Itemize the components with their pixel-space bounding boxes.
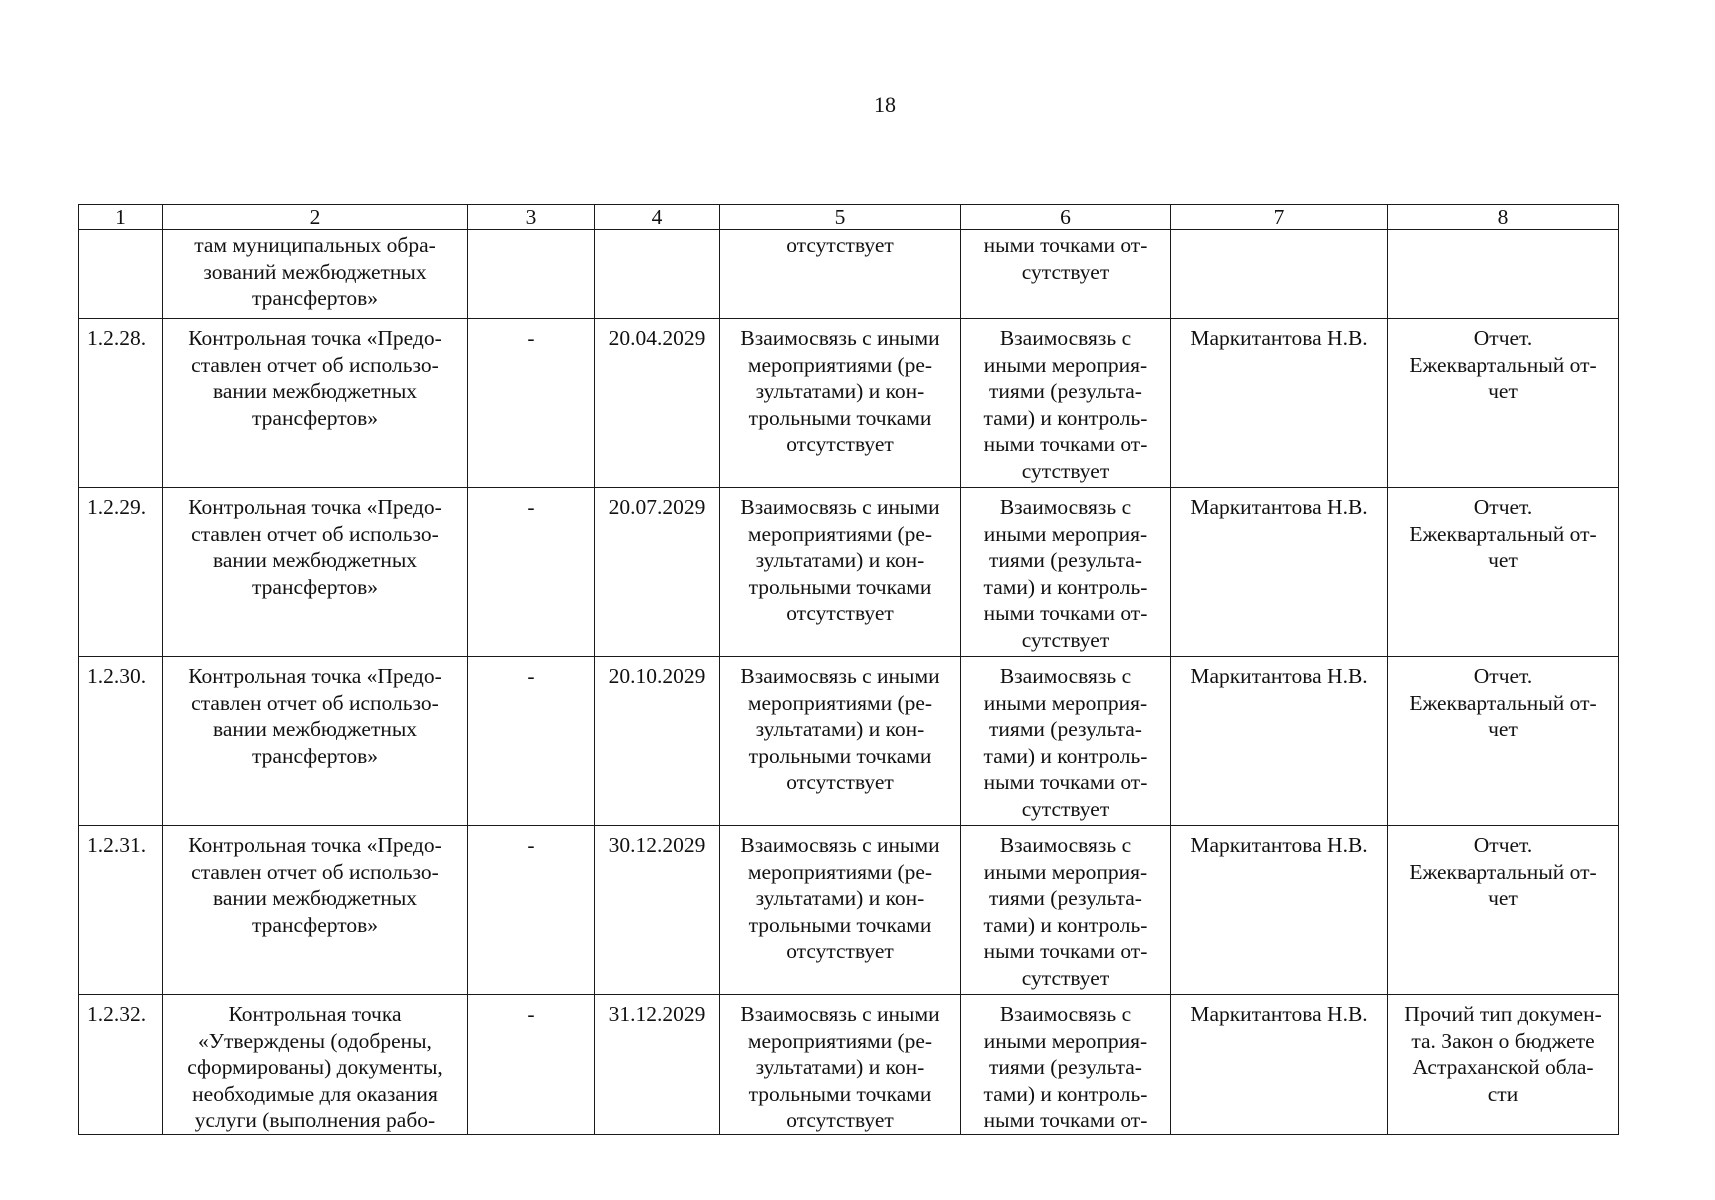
cell-responsible: Маркитантова Н.В.: [1171, 995, 1388, 1135]
cell-prev: -: [468, 826, 595, 995]
cell-num: 1.2.32.: [79, 995, 163, 1135]
cell-num: [79, 230, 163, 319]
cell-prev: -: [468, 319, 595, 488]
cell-document: Отчет. Ежеквартальный от- чет: [1388, 319, 1619, 488]
cell-document: Прочий тип докумен- та. Закон о бюджете Астраханской обла- сти: [1388, 995, 1619, 1135]
column-header-1: 1: [79, 205, 163, 230]
cell-link-activities: Взаимосвязь с иными мероприятиями (ре- зультатами) и кон- трольными точками отсутствует: [720, 488, 961, 657]
continuation-row: [79, 230, 1619, 319]
cell-prev: [468, 230, 595, 319]
cell-link-activities: Взаимосвязь с иными мероприятиями (ре- зультатами) и кон- трольными точками отсутствует: [720, 826, 961, 995]
cell-num: 1.2.29.: [79, 488, 163, 657]
cell-link-control-points: Взаимосвязь с иными мероприя- тиями (результа- тами) и контроль- ными точками от- сутствует: [961, 826, 1171, 995]
table-row: [79, 319, 1619, 488]
cell-link-control-points: Взаимосвязь с иными мероприя- тиями (результа- тами) и контроль- ными точками от-: [961, 995, 1171, 1135]
cell-responsible: [1171, 230, 1388, 319]
cell-name: Контрольная точка «Утверждены (одобрены, сформированы) документы, необходимые для оказания услуги (выполнения рабо-: [163, 995, 468, 1135]
cell-document: [1388, 230, 1619, 319]
cell-date: [595, 230, 720, 319]
cell-link-activities: Взаимосвязь с иными мероприятиями (ре- зультатами) и кон- трольными точками отсутствует: [720, 657, 961, 826]
cell-link-control-points: Взаимосвязь с иными мероприя- тиями (результа- тами) и контроль- ными точками от- сутствует: [961, 657, 1171, 826]
cell-responsible: Маркитантова Н.В.: [1171, 826, 1388, 995]
cell-responsible: Маркитантова Н.В.: [1171, 488, 1388, 657]
cell-link-control-points: Взаимосвязь с иными мероприя- тиями (результа- тами) и контроль- ными точками от- сутствует: [961, 488, 1171, 657]
plan-table: [78, 204, 1619, 1135]
cell-prev: -: [468, 488, 595, 657]
cell-date: 20.10.2029: [595, 657, 720, 826]
cell-num: 1.2.30.: [79, 657, 163, 826]
cell-num: 1.2.31.: [79, 826, 163, 995]
cell-date: 20.07.2029: [595, 488, 720, 657]
cell-responsible: Маркитантова Н.В.: [1171, 319, 1388, 488]
table-row: [79, 488, 1619, 657]
cell-link-control-points: ными точками от- сутствует: [961, 230, 1171, 319]
cell-prev: -: [468, 657, 595, 826]
table-row: [79, 826, 1619, 995]
table-row: [79, 995, 1619, 1135]
column-header-5: 5: [720, 205, 961, 230]
cell-document: Отчет. Ежеквартальный от- чет: [1388, 488, 1619, 657]
cell-link-activities: Взаимосвязь с иными мероприятиями (ре- зультатами) и кон- трольными точками отсутствует: [720, 995, 961, 1135]
cell-link-activities: Взаимосвязь с иными мероприятиями (ре- зультатами) и кон- трольными точками отсутствует: [720, 319, 961, 488]
column-header-8: 8: [1388, 205, 1619, 230]
cell-document: Отчет. Ежеквартальный от- чет: [1388, 826, 1619, 995]
table-row: [79, 657, 1619, 826]
cell-responsible: Маркитантова Н.В.: [1171, 657, 1388, 826]
column-number-row: [79, 205, 1619, 230]
page-number: 18: [874, 92, 896, 117]
cell-link-activities: отсутствует: [720, 230, 961, 319]
cell-document: Отчет. Ежеквартальный от- чет: [1388, 657, 1619, 826]
cell-name: Контрольная точка «Предо- ставлен отчет об использо- вании межбюджетных трансфертов»: [163, 826, 468, 995]
column-header-3: 3: [468, 205, 595, 230]
column-header-2: 2: [163, 205, 468, 230]
cell-name: Контрольная точка «Предо- ставлен отчет об использо- вании межбюджетных трансфертов»: [163, 319, 468, 488]
column-header-6: 6: [961, 205, 1171, 230]
cell-name: там муниципальных обра- зований межбюджетных трансфертов»: [163, 230, 468, 319]
cell-link-control-points: Взаимосвязь с иными мероприя- тиями (результа- тами) и контроль- ными точками от- сутствует: [961, 319, 1171, 488]
cell-name: Контрольная точка «Предо- ставлен отчет об использо- вании межбюджетных трансфертов»: [163, 657, 468, 826]
cell-date: 30.12.2029: [595, 826, 720, 995]
column-header-7: 7: [1171, 205, 1388, 230]
cell-num: 1.2.28.: [79, 319, 163, 488]
cell-date: 31.12.2029: [595, 995, 720, 1135]
column-header-4: 4: [595, 205, 720, 230]
cell-date: 20.04.2029: [595, 319, 720, 488]
cell-prev: -: [468, 995, 595, 1135]
cell-name: Контрольная точка «Предо- ставлен отчет об использо- вании межбюджетных трансфертов»: [163, 488, 468, 657]
